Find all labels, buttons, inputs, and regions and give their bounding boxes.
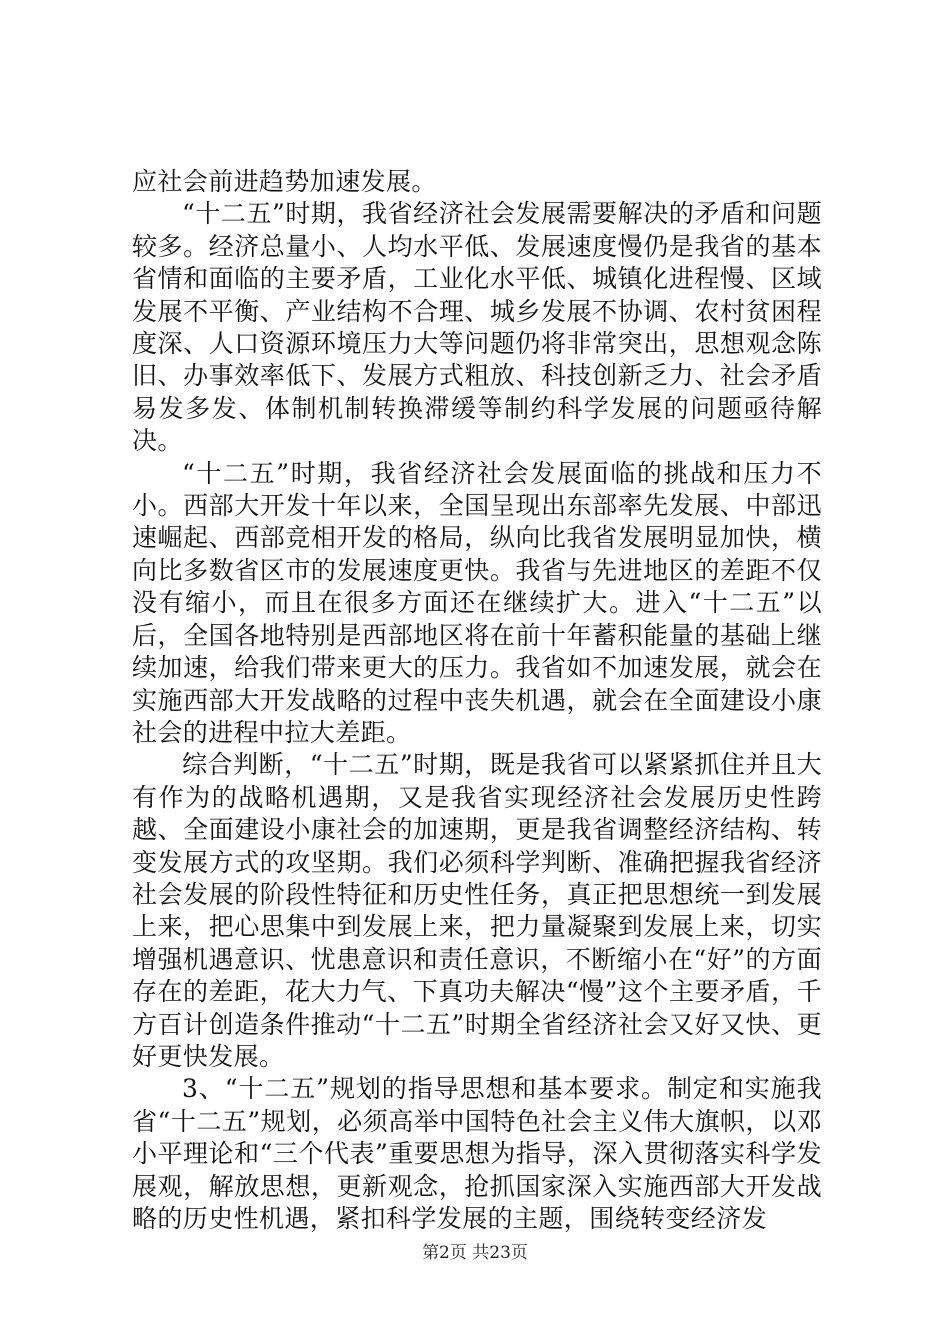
- page-number-footer: 第2页 共23页: [422, 1243, 528, 1263]
- paragraph-continuation: 应社会前进趋势加速发展。: [132, 167, 437, 196]
- paragraph-judgment: 综合判断，“十二五”时期，既是我省可以紧紧抓住并且大有作为的战略机遇期，又是我省实现经济社会发展历史性跨越、全面建设小康社会的加速期，更是我省调整经济结构、转变发展方式的攻坚期。我们必须科学判断、准确把握我省经济社会发展的阶段性特征和历史性任务，真正把思想统一到发展上来，把心思集中到发展上来，把力量凝聚到发展上来，切实增强机遇意识、忧患意识和责任意识，不断缩小在“好”的方面存在的差距，花大力气、下真功夫解决“慢”这个主要矛盾，千方百计创造条件推动“十二五”时期全省经济社会又好又快、更好更快发展。: [132, 750, 822, 1071]
- paragraph-challenges: “十二五”时期，我省经济社会发展面临的挑战和压力不小。西部大开发十年以来，全国呈现出东部率先发展、中部迅速崛起、西部竞相开发的格局，纵向比我省发展明显加快，横向比多数省区市的发展速度更快。我省与先进地区的差距不仅没有缩小，而且在很多方面还在继续扩大。进入“十二五”以后，全国各地特别是西部地区将在前十年蓄积能量的基础上继续加速，给我们带来更大的压力。我省如不加速发展，就会在实施西部大开发战略的过程中丧失机遇，就会在全面建设小康社会的进程中拉大差距。: [132, 458, 822, 747]
- paragraph-guiding-ideology: 3、“十二五”规划的指导思想和基本要求。制定和实施我省“十二五”规划，必须高举中国特色社会主义伟大旗帜，以邓小平理论和“三个代表”重要思想为指导，深入贯彻落实科学发展观，解放思想，更新观念，抢抓国家深入实施西部大开发战略的历史性机遇，紧扣科学发展的主题，围绕转变经济发: [132, 1074, 822, 1233]
- body-text: [132, 166, 822, 1235]
- paragraph-problems: “十二五”时期，我省经济社会发展需要解决的矛盾和问题较多。经济总量小、人均水平低、发展速度慢仍是我省的基本省情和面临的主要矛盾，工业化水平低、城镇化进程慢、区域发展不平衡、产业结构不合理、城乡发展不协调、农村贫困程度深、人口资源环境压力大等问题仍将非常突出，思想观念陈旧、办事效率低下、发展方式粗放、科技创新乏力、社会矛盾易发多发、体制机制转换滞缓等制约科学发展的问题亟待解决。: [132, 199, 822, 456]
